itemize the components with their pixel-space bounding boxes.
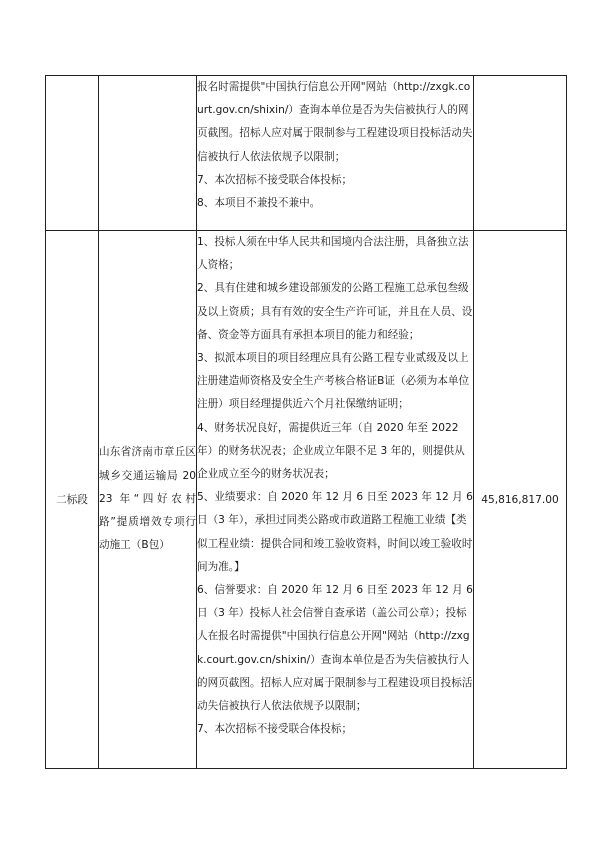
requirement-item: 6、信誉要求：自 2020 年 12 月 6 日至 2023 年 12 月 6 日（3 年）投标人社会信誉自查承诺（盖公司公章）；投标人在报名时需提供"中国执行信息公开网"网站（http://zxgk.court.gov.cn/shixin/）查询本单位是否为失信被执行人的网页截图。招标人应对属于限制参与工程建设项目投标活动失信被执行人依法依规予以限制；: [197, 584, 473, 713]
requirement-item: 8、本项目不兼投不兼中。: [197, 197, 321, 210]
table-row: [46, 76, 567, 231]
project-name: 山东省济南市章丘区城乡交通运输局 2023 年“四好农村路”提质增效专项行动施工（B包）: [99, 231, 197, 769]
budget-amount: 45,816,817.00: [474, 231, 567, 769]
requirement-item: 2、具有住建和城乡建设部颁发的公路工程施工总承包叁级及以上资质；具有有效的安全生产许可证，并且在人员、设备、资金等方面具有承担本项目的能力和经验；: [197, 282, 473, 341]
section-cell: [46, 76, 99, 231]
table-row: [46, 231, 567, 769]
requirement-item: 报名时需提供"中国执行信息公开网"网站（http://zxgk.court.gov.cn/shixin/）查询本单位是否为失信被执行人的网页截图。招标人应对属于限制参与工程建设项目投标活动失信被执行人依法依规予以限制；: [197, 81, 473, 163]
requirement-item: 7、本次招标不接受联合体投标；: [197, 723, 353, 736]
requirements-cell: [197, 76, 474, 231]
requirement-item: 4、财务状况良好，需提供近三年（自 2020 年至 2022 年）的财务状况表；企业成立年限不足 3 年的，则提供从企业成立至今的财务状况表；: [197, 421, 465, 481]
tender-table: [45, 75, 567, 769]
requirements-cell: [197, 231, 474, 769]
amount-cell: [474, 76, 567, 231]
requirement-item: 3、拟派本项目的项目经理应具有公路工程专业贰级及以上注册建造师资格及安全生产考核合格证B证（必须为本单位注册）项目经理提供近六个月社保缴纳证明；: [197, 352, 470, 411]
requirement-item: 7、本次招标不接受联合体投标；: [197, 173, 353, 186]
requirement-item: 1、投标人须在中华人民共和国境内合法注册，具备独立法人资格；: [197, 236, 469, 272]
requirement-item: 5、业绩要求：自 2020 年 12 月 6 日至 2023 年 12 月 6 日（3 年），承担过同类公路或市政道路工程施工业绩【类似工程业绩：提供合同和竣工验收资料，时间以竣工验收时间为准。】: [197, 491, 473, 573]
project-cell: [99, 76, 197, 231]
section-label: 二标段: [46, 231, 99, 769]
